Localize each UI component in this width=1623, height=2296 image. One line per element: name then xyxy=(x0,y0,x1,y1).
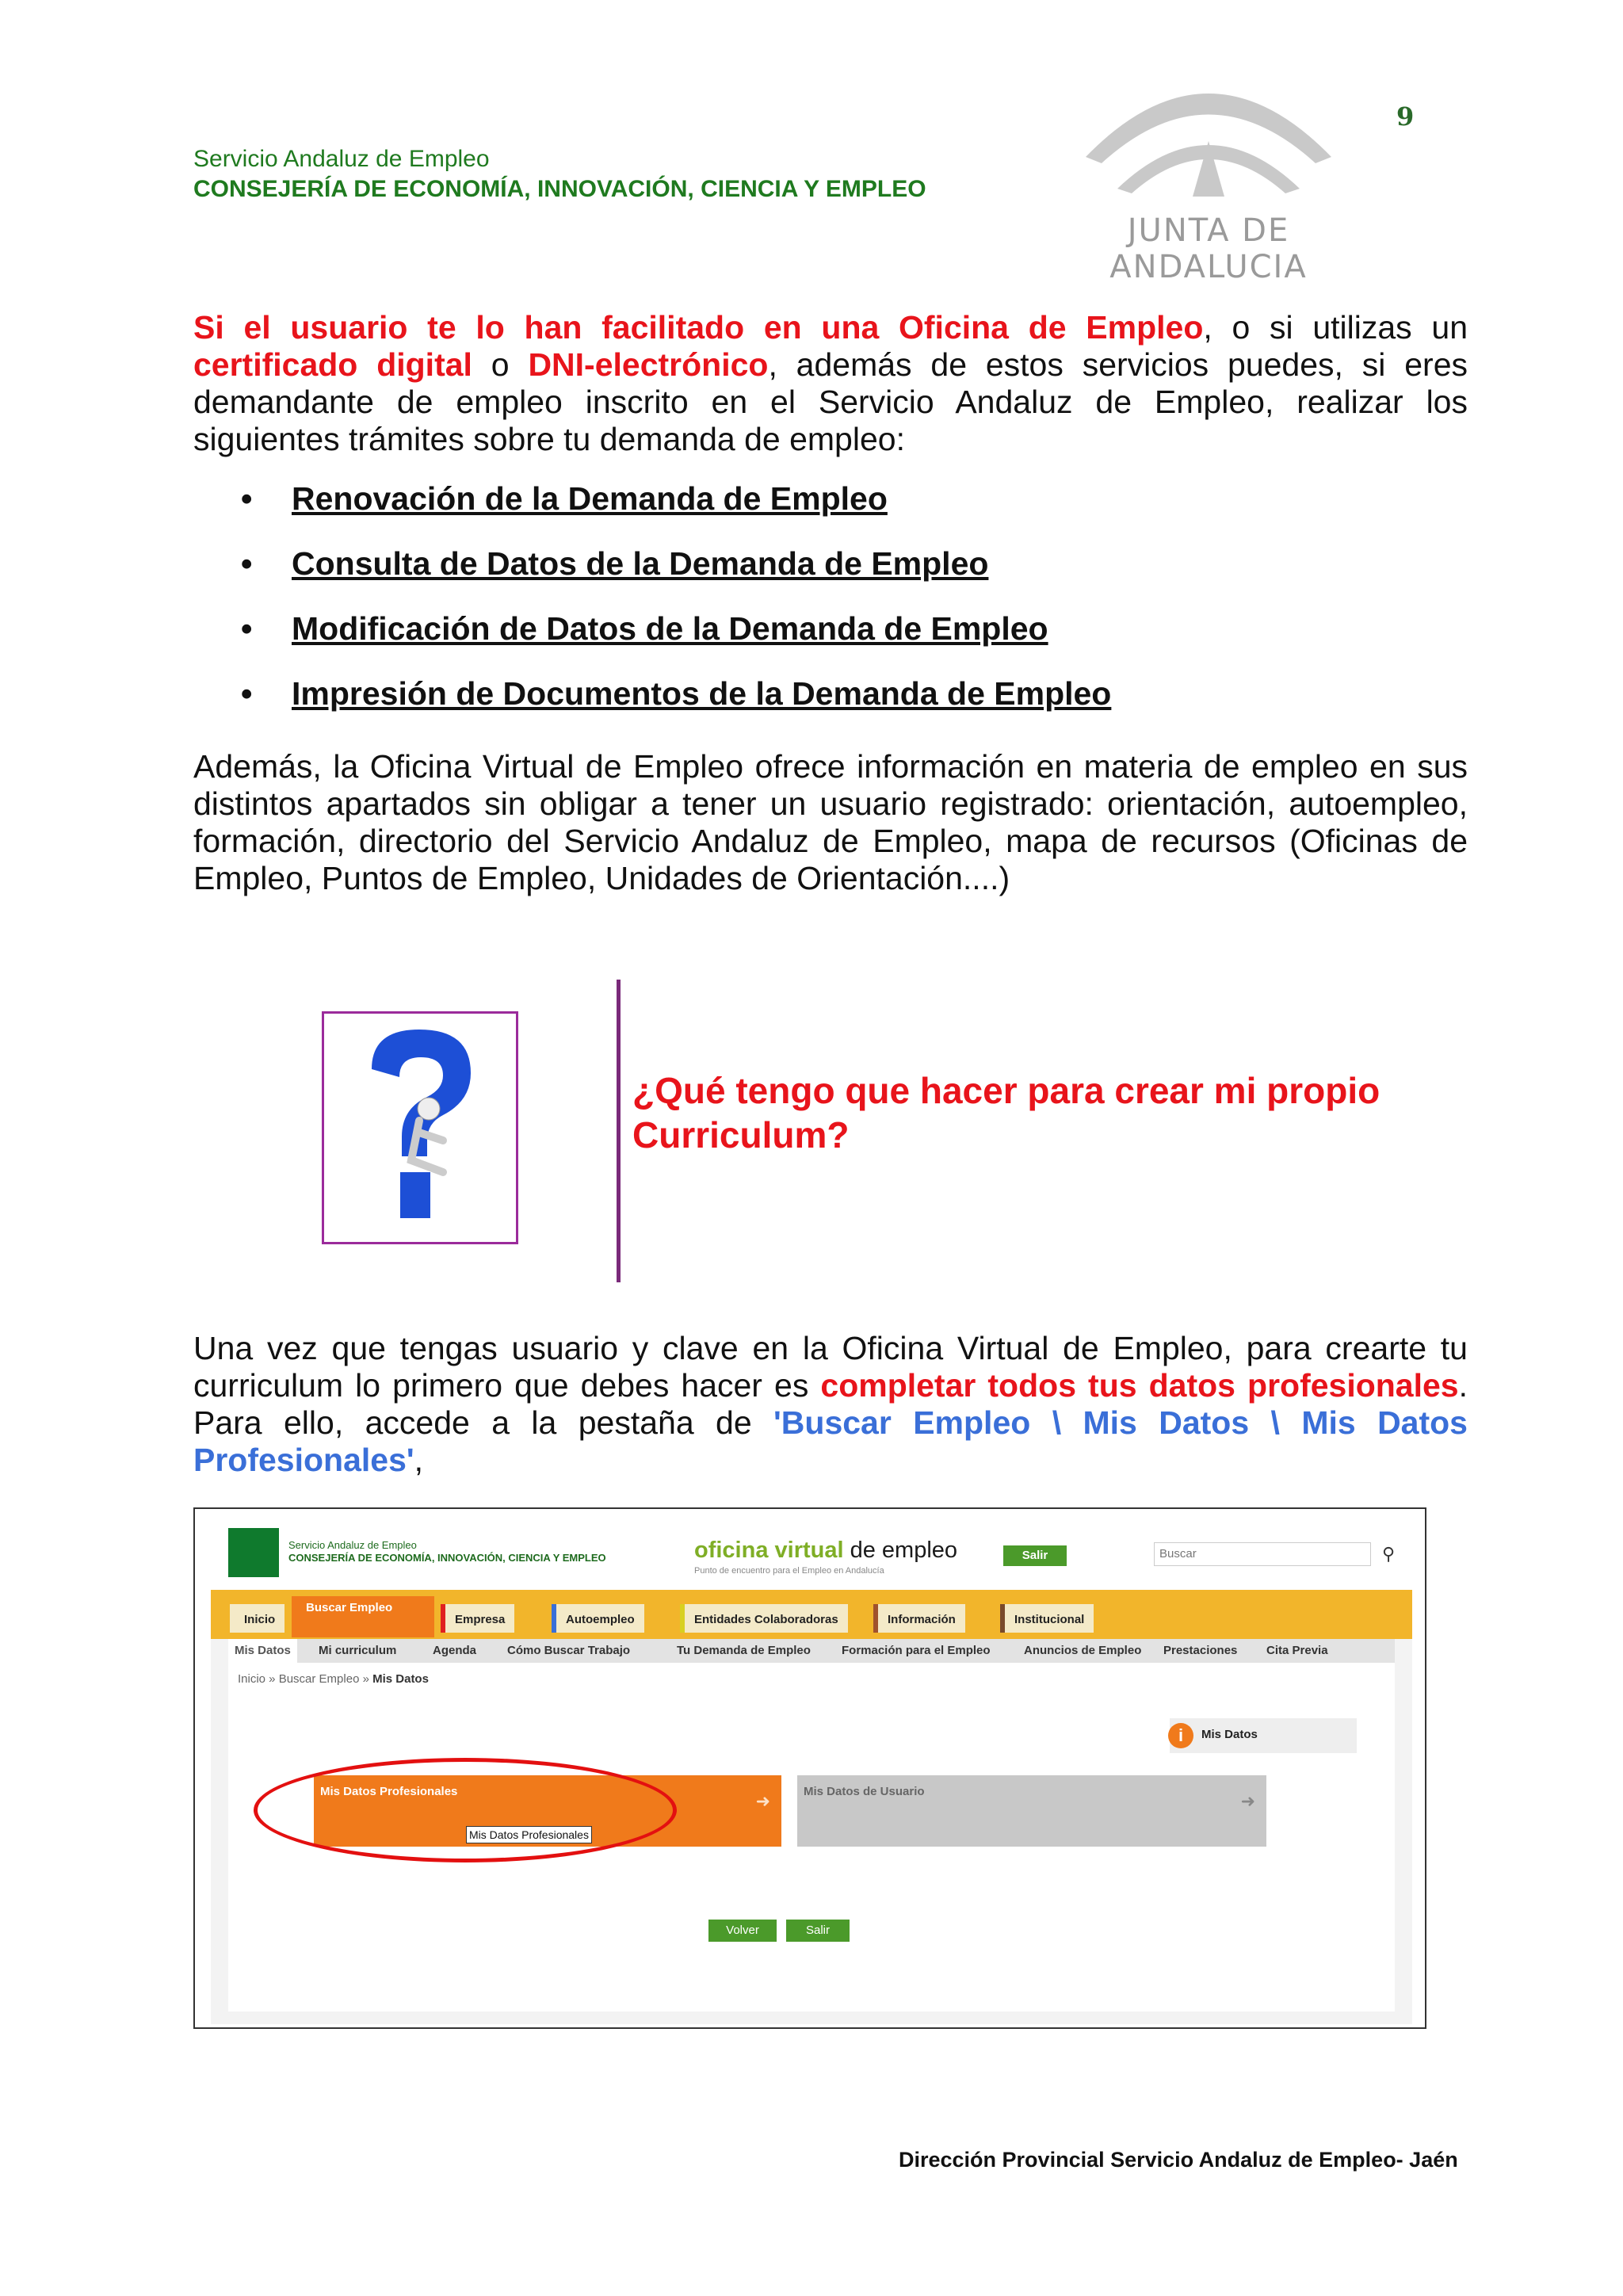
org-name: Servicio Andaluz de Empleo xyxy=(193,146,490,172)
link-impresion[interactable]: Impresión de Documentos de la Demanda de Empleo xyxy=(292,675,1112,712)
tab-institucional[interactable]: Institucional xyxy=(1000,1604,1094,1633)
site-brand-line2: CONSEJERÍA DE ECONOMÍA, INNOVACIÓN, CIENCIA Y EMPLEO xyxy=(288,1552,606,1564)
bullet-icon: • xyxy=(241,675,253,712)
intro-text: , o si utilizas un xyxy=(1203,309,1468,346)
info-box xyxy=(1170,1718,1357,1753)
site-subtitle: Punto de encuentro para el Empleo en Andalucía xyxy=(694,1566,884,1576)
arrow-right-icon: ➜ xyxy=(755,1791,770,1811)
tab-autoempleo[interactable]: Autoempleo xyxy=(552,1604,644,1633)
para3-text: , xyxy=(414,1442,424,1478)
mis-datos-usuario-card[interactable] xyxy=(797,1775,1266,1847)
subtabs-bar xyxy=(228,1639,1395,1663)
subtab-cita-previa[interactable]: Cita Previa xyxy=(1266,1644,1328,1657)
logo-arc-icon xyxy=(1078,62,1339,212)
para3-text: Una vez que tengas usuario y clave en la Oficina Virtual de Empleo, para crearte tu curriculum lo primero que debes hacer es xyxy=(193,1330,1468,1404)
card2-label: Mis Datos de Usuario xyxy=(804,1785,925,1798)
list-item xyxy=(193,610,1303,675)
junta-badge-icon xyxy=(228,1528,279,1577)
page-footer: Dirección Provincial Servicio Andaluz de Empleo- Jaén xyxy=(899,2148,1458,2172)
breadcrumb-current: Mis Datos xyxy=(372,1672,429,1686)
volver-button[interactable]: Volver xyxy=(708,1920,777,1942)
card1-label: Mis Datos Profesionales xyxy=(320,1785,458,1798)
intro-highlight-oficina: Si el usuario te lo han facilitado en una Oficina de Empleo xyxy=(193,309,1204,346)
tab-empresa[interactable]: Empresa xyxy=(441,1604,514,1633)
arrow-right-icon: ➜ xyxy=(1240,1791,1255,1811)
curriculum-paragraph xyxy=(193,1330,1468,1479)
page-number: 9 xyxy=(1396,101,1415,132)
bullet-icon: • xyxy=(241,480,253,517)
search-input[interactable]: Buscar xyxy=(1154,1542,1371,1566)
intro-text: , además de estos servicios puedes, si eres demandante de empleo inscrito en el Servicio Andaluz de Empleo, realizar los siguientes trámites sobre tu demanda de empleo: xyxy=(193,346,1468,457)
subtab-tu-demanda[interactable]: Tu Demanda de Empleo xyxy=(677,1644,811,1657)
info-label: Mis Datos xyxy=(1201,1728,1258,1741)
para3-highlight: completar todos tus datos profesionales xyxy=(820,1367,1459,1404)
oficina-virtual-page xyxy=(211,1517,1412,2024)
question-mark-icon xyxy=(324,1014,516,1242)
intro-text: o xyxy=(472,346,529,383)
site-title-b: de empleo xyxy=(843,1538,958,1563)
info-paragraph: Además, la Oficina Virtual de Empleo ofrece información en materia de empleo en sus distintos apartados sin obligar a tener un usuario registrado: orientación, autoempleo, formación, directorio del Servicio Andaluz de Empleo, mapa de recursos (Oficinas de Empleo, Puntos de Empleo, Unidades de Orientación....) xyxy=(193,748,1468,896)
para3-path: 'Buscar Empleo \ Mis Datos \ Mis Datos Profesionales' xyxy=(193,1404,1468,1478)
embedded-screenshot xyxy=(193,1507,1426,2029)
tooltip: Mis Datos Profesionales xyxy=(466,1826,592,1843)
tab-buscar-empleo[interactable]: Buscar Empleo xyxy=(292,1596,434,1637)
site-header xyxy=(211,1517,1412,1590)
tab-inicio[interactable]: Inicio xyxy=(230,1604,285,1633)
divider-line xyxy=(617,980,621,1282)
search-icon[interactable]: ⚲ xyxy=(1381,1544,1396,1564)
tab-entidades[interactable]: Entidades Colaboradoras xyxy=(680,1604,848,1633)
subtab-prestaciones[interactable]: Prestaciones xyxy=(1163,1644,1238,1657)
list-item xyxy=(193,480,1303,545)
question-image-frame xyxy=(322,1011,518,1244)
intro-highlight-dni: DNI-electrónico xyxy=(528,346,769,383)
subtab-agenda[interactable]: Agenda xyxy=(433,1644,477,1657)
list-item xyxy=(193,675,1303,740)
list-item xyxy=(193,545,1303,610)
intro-highlight-certificado: certificado digital xyxy=(193,346,472,383)
site-title-a: oficina virtual xyxy=(694,1538,844,1563)
subtab-anuncios[interactable]: Anuncios de Empleo xyxy=(1024,1644,1142,1657)
junta-andalucia-logo xyxy=(1078,62,1339,285)
para3-text: . Para ello, accede a la pestaña de xyxy=(193,1367,1468,1441)
bullet-icon: • xyxy=(241,610,253,647)
link-consulta[interactable]: Consulta de Datos de la Demanda de Empleo xyxy=(292,545,989,582)
subtab-mis-datos[interactable]: Mis Datos xyxy=(228,1639,297,1663)
ministry-name: CONSEJERÍA DE ECONOMÍA, INNOVACIÓN, CIENCIA Y EMPLEO xyxy=(193,176,926,202)
link-modificacion[interactable]: Modificación de Datos de la Demanda de Empleo xyxy=(292,610,1048,647)
info-icon: i xyxy=(1168,1723,1193,1748)
breadcrumb xyxy=(238,1672,429,1686)
bullet-icon: • xyxy=(241,545,253,582)
subtab-como-buscar[interactable]: Cómo Buscar Trabajo xyxy=(507,1644,631,1657)
site-title xyxy=(694,1538,957,1564)
link-renovacion[interactable]: Renovación de la Demanda de Empleo xyxy=(292,480,888,517)
question-heading: ¿Qué tengo que hacer para crear mi propio Curriculum? xyxy=(632,1070,1381,1156)
salir-button[interactable]: Salir xyxy=(786,1920,850,1942)
tab-informacion[interactable]: Información xyxy=(873,1604,965,1633)
breadcrumb-path[interactable]: Inicio » Buscar Empleo » xyxy=(238,1672,373,1686)
site-brand-line1: Servicio Andaluz de Empleo xyxy=(288,1539,417,1551)
tramites-list xyxy=(193,480,1303,740)
subtab-mi-curriculum[interactable]: Mi curriculum xyxy=(319,1644,397,1657)
intro-paragraph xyxy=(193,309,1468,458)
salir-top-button[interactable]: Salir xyxy=(1003,1545,1067,1566)
highlight-ellipse xyxy=(254,1758,677,1862)
subtab-formacion[interactable]: Formación para el Empleo xyxy=(842,1644,991,1657)
logo-text: JUNTA DE ANDALUCIA xyxy=(1109,212,1308,285)
